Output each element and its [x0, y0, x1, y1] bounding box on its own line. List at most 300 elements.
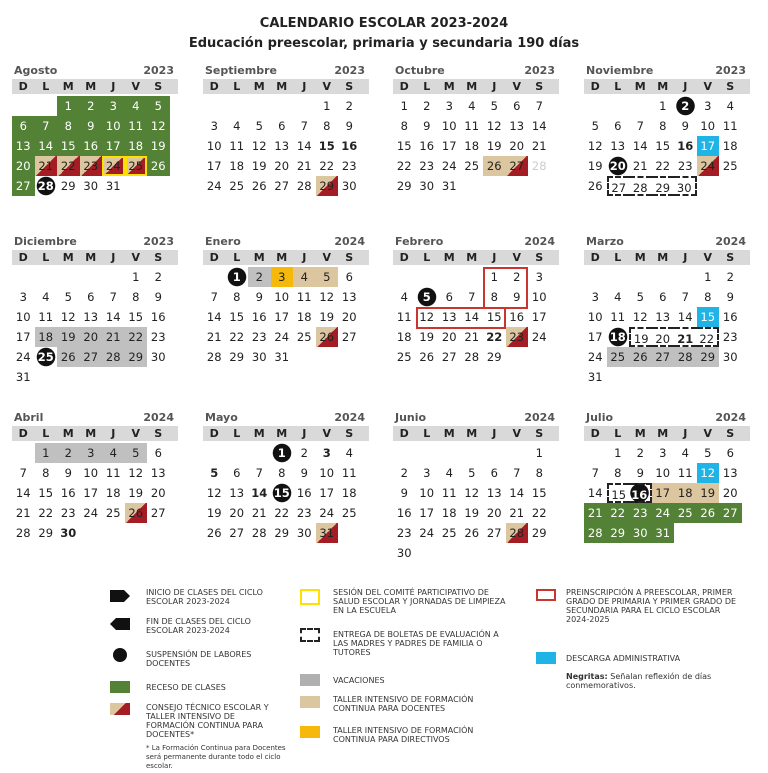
- weekday-label: J: [302, 251, 307, 264]
- weekday-header: [203, 426, 369, 441]
- weekday-label: J: [683, 80, 688, 93]
- day-cell: 22: [607, 503, 630, 523]
- month-agosto: [12, 64, 178, 196]
- day-cell: 13: [150, 466, 166, 480]
- day-cell: 9: [154, 290, 162, 304]
- weekday-label: M: [62, 251, 74, 264]
- weekday-label: J: [302, 427, 307, 440]
- empty-cell: [203, 443, 226, 463]
- day-cell: 9: [345, 119, 353, 133]
- day-cell: 16: [60, 486, 76, 500]
- day-cell: 28: [296, 179, 312, 193]
- day-cell: 26: [419, 350, 435, 364]
- day-grid: [584, 96, 750, 196]
- weekday-label: M: [466, 80, 478, 93]
- day-cell: 27: [341, 330, 357, 344]
- day-cell: 21: [464, 330, 480, 344]
- day-cell: 8: [535, 466, 543, 480]
- weekday-label: J: [111, 251, 116, 264]
- day-cell: 1: [271, 443, 294, 463]
- day-cell: 24: [319, 506, 335, 520]
- day-cell: 30: [296, 526, 312, 540]
- weekday-label: J: [111, 80, 116, 93]
- weekday-label: L: [233, 427, 241, 440]
- day-grid: [393, 96, 559, 196]
- empty-cell: [438, 443, 461, 463]
- empty-cell: [584, 443, 607, 463]
- day-cell: 30: [419, 179, 435, 193]
- month-header: [12, 411, 178, 425]
- day-cell: 3: [423, 466, 431, 480]
- day-cell: 28: [506, 523, 529, 543]
- day-cell: 16: [396, 506, 412, 520]
- month-name: Noviembre: [586, 64, 654, 77]
- weekday-label: S: [154, 251, 163, 264]
- day-cell: 28: [464, 350, 480, 364]
- weekday-label: S: [345, 251, 354, 264]
- day-cell: 3: [445, 99, 453, 113]
- weekday-label: J: [683, 427, 688, 440]
- day-cell: 29: [531, 526, 547, 540]
- month-header: [12, 64, 178, 78]
- day-cell: 19: [57, 327, 80, 347]
- day-cell: 19: [697, 483, 720, 503]
- day-cell: 2: [513, 270, 521, 284]
- day-cell: 7: [636, 119, 644, 133]
- weekday-label: M: [443, 251, 455, 264]
- day-cell: 6: [445, 290, 453, 304]
- day-cell: 28: [15, 526, 31, 540]
- day-cell: 14: [105, 310, 121, 324]
- weekday-label: V: [131, 80, 140, 93]
- day-cell: 6: [614, 119, 622, 133]
- day-grid: [12, 96, 178, 196]
- day-cell: 14: [587, 486, 603, 500]
- day-cell: 28: [584, 523, 607, 543]
- day-cell: 25: [722, 159, 738, 173]
- day-cell: 8: [400, 119, 408, 133]
- weekday-label: M: [85, 80, 97, 93]
- empty-cell: [584, 267, 607, 287]
- sesion-swatch: [300, 589, 320, 605]
- weekday-label: M: [443, 427, 455, 440]
- day-cell: 24: [587, 350, 603, 364]
- day-cell: 5: [64, 290, 72, 304]
- day-cell: 6: [345, 270, 353, 284]
- day-cell: 30: [629, 523, 652, 543]
- day-cell: 13: [12, 136, 35, 156]
- day-cell: 15: [38, 486, 54, 500]
- day-cell: 30: [341, 179, 357, 193]
- day-cell: 15: [396, 139, 412, 153]
- day-cell: 13: [274, 139, 290, 153]
- weekday-label: L: [423, 80, 431, 93]
- day-cell: 2: [400, 466, 408, 480]
- day-cell: 13: [655, 310, 671, 324]
- legend-preinscripcion: PREINSCRIPCIÓN A PREESCOLAR, PRIMER GRADO DE PRIMARIA Y PRIMER GRADO DE SECUNDARIA PARA EL CICLO ESCOLAR 2024-2025: [566, 588, 737, 624]
- day-cell: 7: [255, 466, 263, 480]
- day-cell: 28: [102, 347, 125, 367]
- weekday-label: J: [492, 427, 497, 440]
- month-header: [203, 411, 369, 425]
- month-year: 2024: [143, 411, 174, 424]
- weekday-label: D: [18, 251, 28, 264]
- empty-cell: [12, 267, 35, 287]
- day-cell: 31: [587, 370, 603, 384]
- day-cell: 27: [719, 503, 742, 523]
- empty-cell: [393, 267, 416, 287]
- day-cell: 16: [722, 310, 738, 324]
- legend-descarga: DESCARGA ADMINISTRATIVA: [566, 654, 681, 663]
- day-cell: 25: [464, 159, 480, 173]
- day-cell: 8: [57, 116, 80, 136]
- day-cell: 30: [674, 176, 697, 196]
- month-year: 2023: [143, 235, 174, 248]
- weekday-label: M: [634, 80, 646, 93]
- day-cell: 16: [419, 139, 435, 153]
- weekday-label: M: [85, 427, 97, 440]
- day-cell: 31: [274, 350, 290, 364]
- day-cell: 17: [83, 486, 99, 500]
- legend-boletas: ENTREGA DE BOLETAS DE EVALUACIÓN A LAS MADRES Y PADRES DE FAMILIA O TUTORES: [333, 630, 499, 657]
- weekday-label: M: [276, 80, 288, 93]
- day-cell: 4: [614, 290, 622, 304]
- day-cell: 15: [128, 310, 144, 324]
- day-cell: 2: [154, 270, 162, 284]
- day-cell: 15: [486, 310, 502, 324]
- weekday-label: M: [253, 251, 265, 264]
- day-cell: 31: [15, 370, 31, 384]
- day-cell: 11: [464, 119, 480, 133]
- month-name: Mayo: [205, 411, 238, 424]
- day-cell: 29: [125, 347, 148, 367]
- empty-cell: [226, 96, 249, 116]
- day-cell: 23: [677, 159, 693, 173]
- day-cell: 15: [607, 483, 630, 503]
- day-cell: 20: [722, 486, 738, 500]
- weekday-header: [584, 426, 750, 441]
- day-cell: 5: [704, 446, 712, 460]
- weekday-label: V: [322, 251, 331, 264]
- day-cell: 6: [87, 290, 95, 304]
- day-cell: 17: [419, 506, 435, 520]
- empty-cell: [629, 267, 652, 287]
- legend-nota: * La Formación Continua para Docentes será permanente durante todo el ciclo escolar.: [146, 744, 286, 770]
- day-cell: 11: [722, 119, 738, 133]
- day-cell: 11: [441, 486, 457, 500]
- day-cell: 12: [419, 310, 435, 324]
- day-cell: 4: [468, 99, 476, 113]
- day-cell: 19: [128, 486, 144, 500]
- empty-cell: [416, 267, 439, 287]
- day-cell: 4: [125, 96, 148, 116]
- day-cell: 22: [57, 156, 80, 176]
- day-cell: 30: [251, 350, 267, 364]
- day-cell: 20: [229, 506, 245, 520]
- day-cell: 18: [35, 327, 58, 347]
- boletas-swatch: [300, 628, 320, 642]
- weekday-label: V: [703, 251, 712, 264]
- day-cell: 10: [206, 139, 222, 153]
- day-cell: 13: [486, 486, 502, 500]
- weekday-label: D: [590, 80, 600, 93]
- day-cell: 18: [296, 310, 312, 324]
- empty-cell: [226, 443, 249, 463]
- day-cell: 26: [147, 156, 170, 176]
- day-cell: 11: [229, 139, 245, 153]
- day-cell: 22: [531, 506, 547, 520]
- empty-cell: [57, 267, 80, 287]
- day-cell: 10: [700, 119, 716, 133]
- day-cell: 17: [531, 310, 547, 324]
- receso-swatch: [110, 681, 130, 693]
- day-cell: 19: [486, 139, 502, 153]
- day-cell: 2: [80, 96, 103, 116]
- day-cell: 16: [629, 483, 652, 503]
- day-cell: 30: [83, 179, 99, 193]
- day-cell: 29: [316, 176, 339, 196]
- weekday-label: J: [111, 427, 116, 440]
- weekday-label: S: [726, 251, 735, 264]
- weekday-label: M: [466, 251, 478, 264]
- month-year: 2024: [524, 235, 555, 248]
- day-cell: 25: [229, 179, 245, 193]
- day-cell: 12: [319, 290, 335, 304]
- empty-cell: [607, 96, 630, 116]
- month-header: [393, 411, 559, 425]
- day-cell: 23: [251, 330, 267, 344]
- weekday-label: L: [423, 251, 431, 264]
- day-cell: 22: [125, 327, 148, 347]
- day-cell: 15: [271, 483, 294, 503]
- day-cell: 4: [42, 290, 50, 304]
- day-cell: 7: [109, 290, 117, 304]
- legend-sesion: SESIÓN DEL COMITÉ PARTICIPATIVO DE SALUD ESCOLAR Y JORNADAS DE LIMPIEZA EN LA ESCUELA: [333, 588, 506, 615]
- day-cell: 6: [513, 99, 521, 113]
- preinscripcion-swatch: [536, 589, 556, 601]
- day-cell: 24: [531, 330, 547, 344]
- month-name: Abril: [14, 411, 44, 424]
- day-cell: 25: [296, 330, 312, 344]
- day-cell: 10: [419, 486, 435, 500]
- day-cell: 3: [271, 267, 294, 287]
- empty-cell: [461, 443, 484, 463]
- weekday-label: S: [535, 80, 544, 93]
- month-septiembre: [203, 64, 369, 196]
- day-cell: 1: [490, 270, 498, 284]
- weekday-label: V: [322, 80, 331, 93]
- weekday-label: D: [399, 427, 409, 440]
- day-cell: 28: [35, 176, 58, 196]
- empty-cell: [438, 267, 461, 287]
- empty-cell: [416, 443, 439, 463]
- month-name: Enero: [205, 235, 241, 248]
- day-cell: 31: [105, 179, 121, 193]
- day-cell: 27: [506, 156, 529, 176]
- weekday-header: [393, 79, 559, 94]
- month-abril: [12, 411, 178, 543]
- day-cell: 28: [251, 526, 267, 540]
- month-year: 2024: [524, 411, 555, 424]
- vacaciones-swatch: [300, 674, 320, 686]
- day-cell: 23: [396, 526, 412, 540]
- day-cell: 10: [274, 290, 290, 304]
- weekday-label: L: [42, 427, 50, 440]
- day-cell: 25: [441, 526, 457, 540]
- weekday-label: V: [322, 427, 331, 440]
- month-name: Septiembre: [205, 64, 277, 77]
- weekday-label: D: [399, 80, 409, 93]
- weekday-header: [393, 426, 559, 441]
- day-cell: 24: [206, 179, 222, 193]
- day-cell: 29: [38, 526, 54, 540]
- day-cell: 17: [274, 310, 290, 324]
- day-cell: 12: [147, 116, 170, 136]
- day-cell: 4: [726, 99, 734, 113]
- weekday-label: S: [345, 80, 354, 93]
- day-cell: 3: [322, 446, 331, 460]
- day-cell: 20: [652, 327, 675, 347]
- day-cell: 22: [274, 506, 290, 520]
- day-cell: 10: [587, 310, 603, 324]
- day-cell: 11: [677, 466, 693, 480]
- weekday-label: D: [18, 427, 28, 440]
- day-cell: 5: [147, 96, 170, 116]
- day-cell: 23: [150, 330, 166, 344]
- day-cell: 22: [229, 330, 245, 344]
- day-cell: 11: [296, 290, 312, 304]
- day-cell: 3: [80, 443, 103, 463]
- day-grid: [203, 96, 369, 196]
- weekday-label: S: [154, 427, 163, 440]
- day-cell: 8: [233, 290, 241, 304]
- month-header: [584, 411, 750, 425]
- day-cell: 3: [591, 290, 599, 304]
- day-cell: 24: [697, 156, 720, 176]
- day-cell: 2: [248, 267, 271, 287]
- day-cell: 9: [80, 116, 103, 136]
- day-cell: 30: [396, 546, 412, 560]
- empty-cell: [203, 96, 226, 116]
- day-cell: 20: [80, 327, 103, 347]
- weekday-label: L: [233, 80, 241, 93]
- day-cell: 17: [15, 330, 31, 344]
- day-cell: 20: [341, 310, 357, 324]
- month-year: 2023: [715, 64, 746, 77]
- day-cell: 15: [57, 136, 80, 156]
- day-cell: 13: [229, 486, 245, 500]
- day-cell: 14: [296, 139, 312, 153]
- day-cell: 7: [35, 116, 58, 136]
- day-cell: 16: [296, 486, 312, 500]
- day-cell: 9: [513, 290, 521, 304]
- day-cell: 18: [229, 159, 245, 173]
- day-grid: [393, 443, 559, 563]
- month-diciembre: [12, 235, 178, 387]
- day-cell: 10: [83, 466, 99, 480]
- day-cell: 7: [19, 466, 27, 480]
- day-cell: 12: [206, 486, 222, 500]
- month-header: [393, 64, 559, 78]
- day-cell: 9: [636, 466, 644, 480]
- day-cell: 20: [441, 330, 457, 344]
- day-cell: 3: [659, 446, 667, 460]
- day-cell: 5: [210, 466, 219, 480]
- empty-cell: [483, 443, 506, 463]
- day-cell: 2: [674, 96, 697, 116]
- legend-inicio: INICIO DE CLASES DEL CICLO ESCOLAR 2023-2024: [146, 588, 263, 606]
- day-cell: 17: [697, 136, 720, 156]
- day-cell: 14: [15, 486, 31, 500]
- day-cell: 7: [210, 290, 218, 304]
- day-cell: 23: [60, 506, 76, 520]
- month-year: 2023: [143, 64, 174, 77]
- day-cell: 21: [531, 139, 547, 153]
- day-cell: 26: [316, 327, 339, 347]
- month-year: 2024: [715, 411, 746, 424]
- legend-negritas: Negritas: Señalan reflexión de días conmemorativos.: [566, 672, 712, 690]
- day-cell: 25: [125, 156, 148, 176]
- day-cell: 11: [610, 310, 626, 324]
- weekday-label: J: [683, 251, 688, 264]
- day-cell: 3: [210, 119, 218, 133]
- day-cell: 9: [255, 290, 263, 304]
- day-cell: 5: [468, 466, 476, 480]
- empty-cell: [461, 267, 484, 287]
- empty-cell: [248, 443, 271, 463]
- day-cell: 1: [614, 446, 622, 460]
- day-grid: [584, 267, 750, 387]
- day-cell: 5: [591, 119, 599, 133]
- day-cell: 17: [652, 483, 675, 503]
- weekday-label: M: [62, 427, 74, 440]
- day-cell: 8: [614, 466, 622, 480]
- day-cell: 24: [15, 350, 31, 364]
- weekday-label: M: [62, 80, 74, 93]
- day-cell: 1: [535, 446, 543, 460]
- day-cell: 16: [677, 139, 694, 153]
- day-cell: 13: [441, 310, 457, 324]
- day-cell: 12: [464, 486, 480, 500]
- empty-cell: [674, 267, 697, 287]
- day-cell: 5: [416, 287, 439, 307]
- day-cell: 31: [441, 179, 457, 193]
- day-cell: 11: [396, 310, 412, 324]
- day-cell: 19: [251, 159, 267, 173]
- day-cell: 18: [125, 136, 148, 156]
- weekday-label: S: [535, 427, 544, 440]
- day-cell: 4: [345, 446, 353, 460]
- day-cell: 8: [704, 290, 712, 304]
- day-cell: 11: [341, 466, 357, 480]
- weekday-label: V: [703, 427, 712, 440]
- consejo-swatch: [110, 703, 130, 715]
- day-cell: 19: [464, 506, 480, 520]
- day-cell: 7: [300, 119, 308, 133]
- day-cell: 27: [80, 347, 103, 367]
- day-cell: 17: [102, 136, 125, 156]
- weekday-label: L: [614, 80, 622, 93]
- day-cell: 29: [697, 347, 720, 367]
- day-cell: 26: [125, 503, 148, 523]
- day-cell: 7: [468, 290, 476, 304]
- day-cell: 5: [316, 267, 339, 287]
- month-header: [12, 235, 178, 249]
- weekday-label: M: [657, 80, 669, 93]
- day-cell: 13: [83, 310, 99, 324]
- day-cell: 20: [486, 506, 502, 520]
- weekday-label: L: [423, 427, 431, 440]
